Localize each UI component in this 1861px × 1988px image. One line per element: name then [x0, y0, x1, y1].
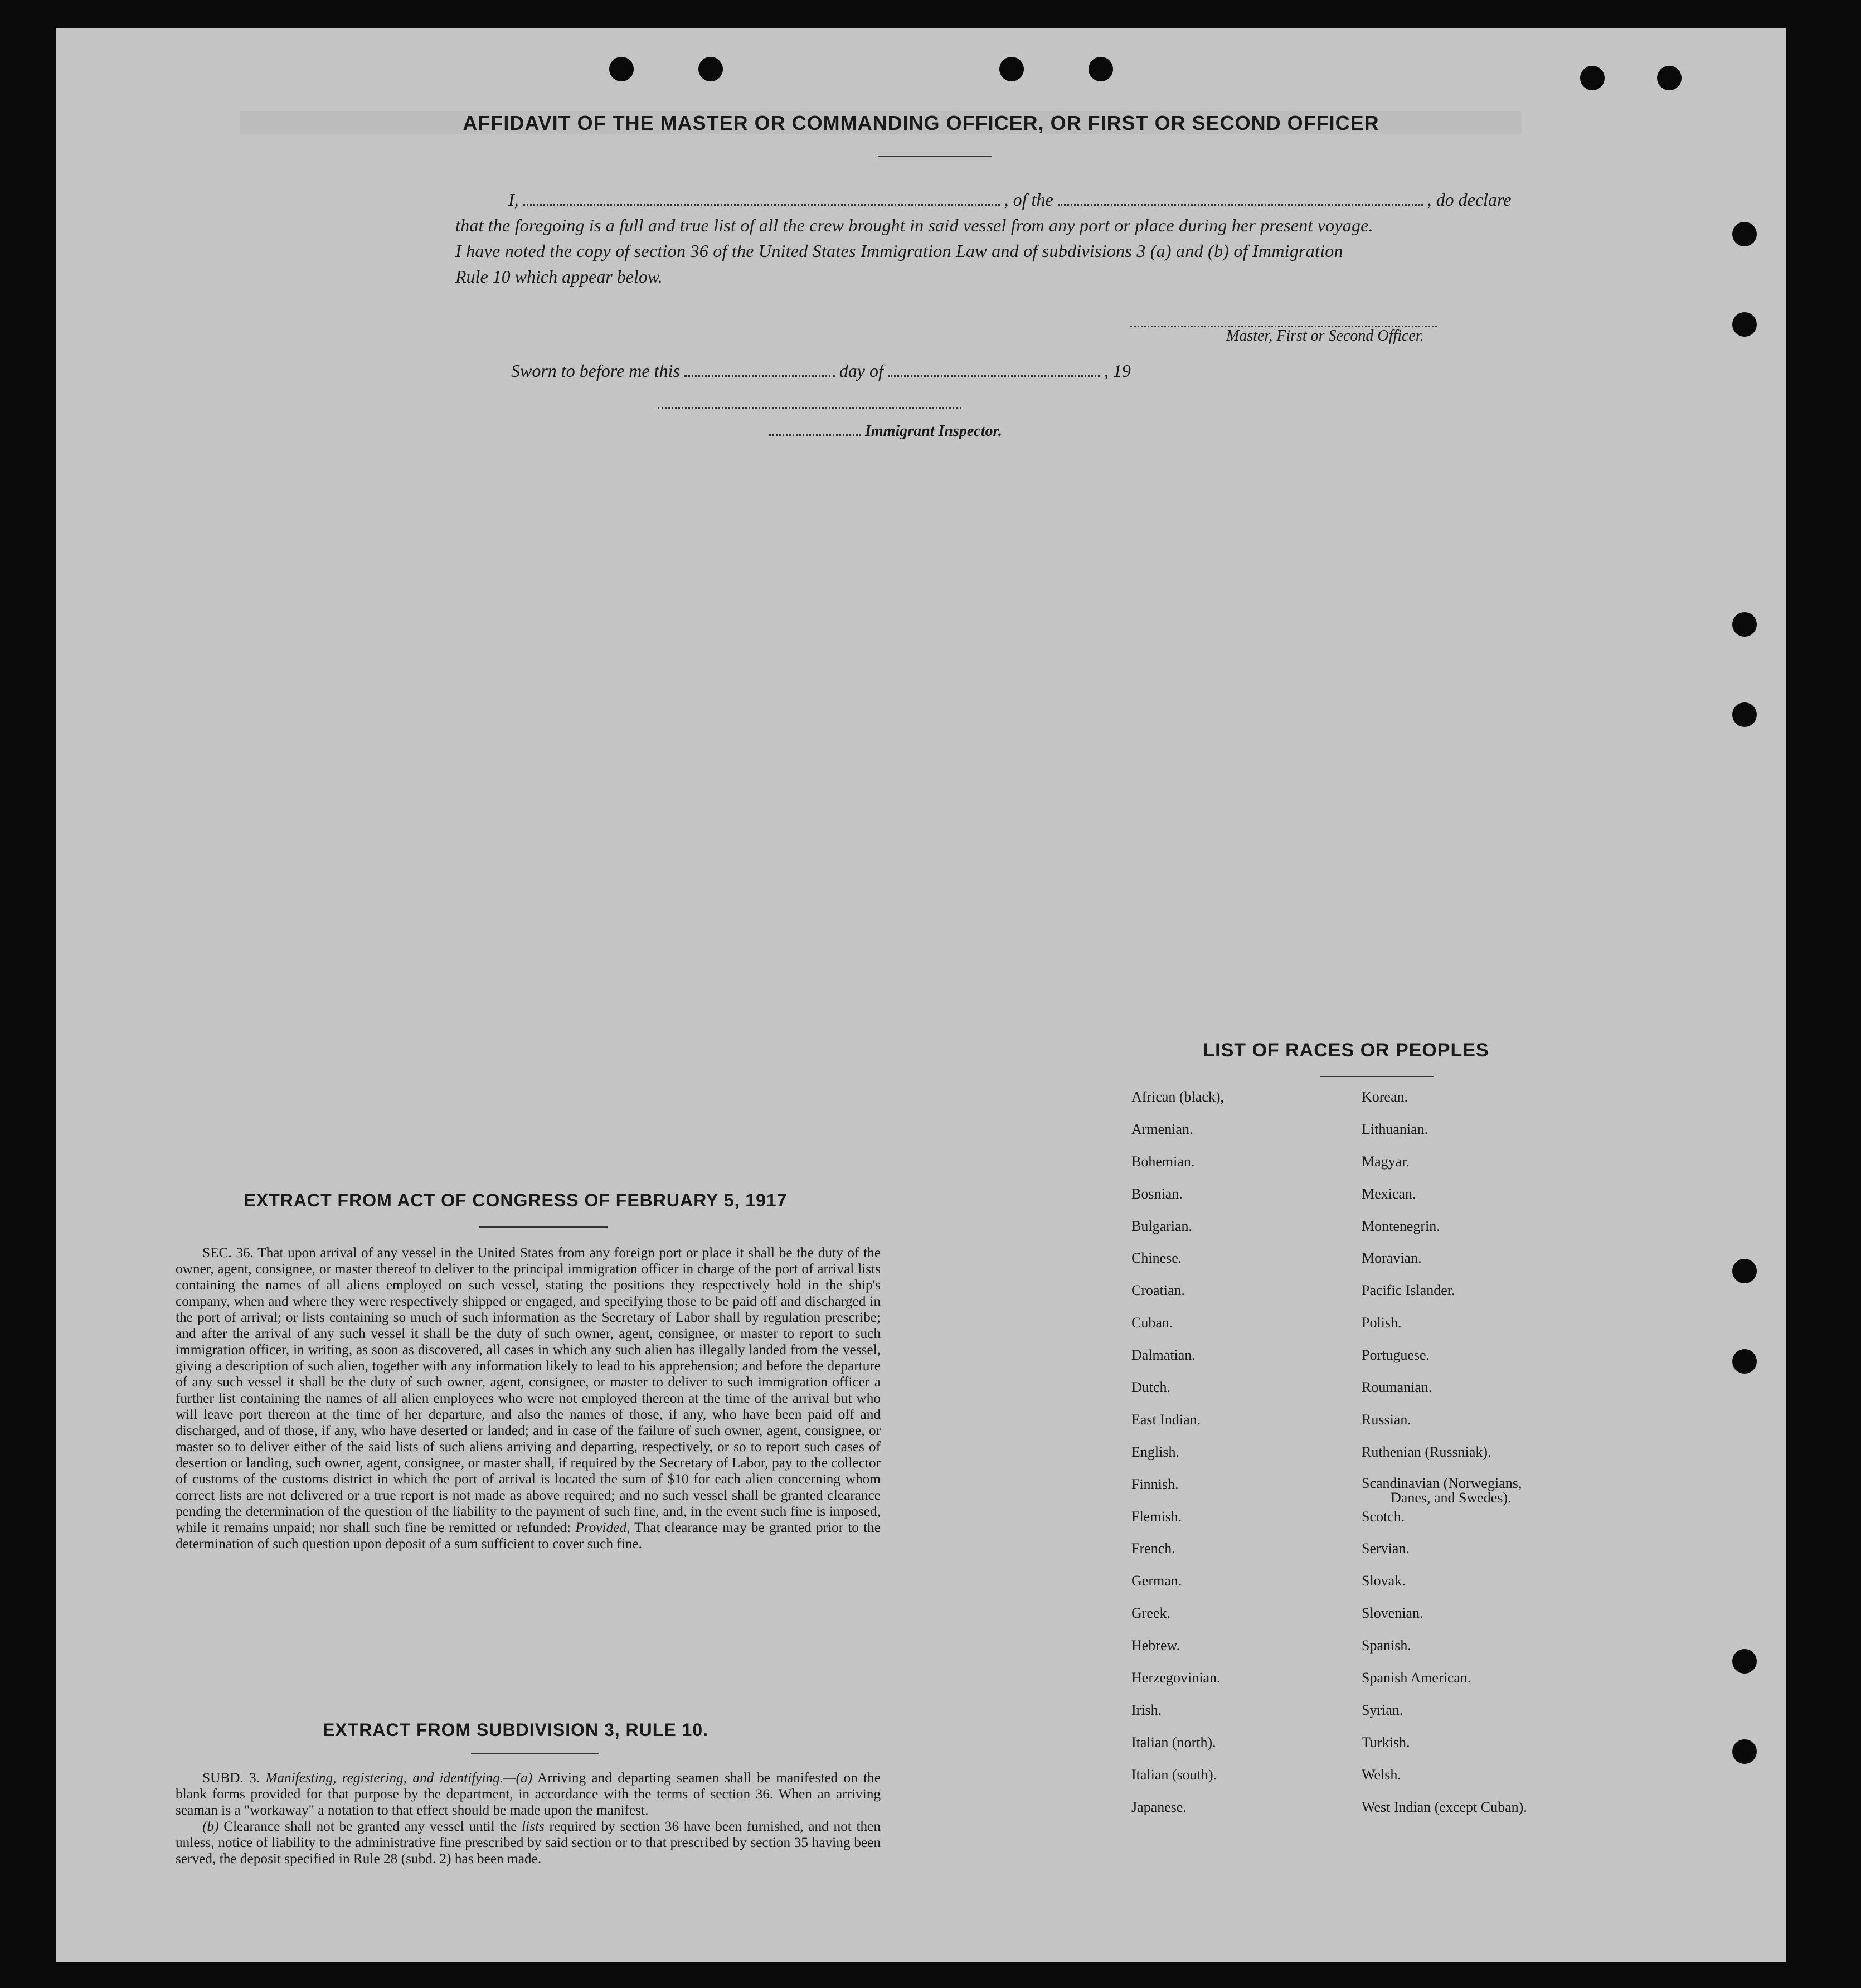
sworn-line: [455, 358, 1131, 384]
race-label: Slovenian.: [1362, 1605, 1423, 1622]
para-a-text: Arriving and departing seamen shall be manifested on the blank forms provided for that purpose by the department, in accordance with the terms of section 36. When an arriving seaman is a "workaway" a notation to that effect should be made upon the manifest.: [176, 1770, 881, 1818]
race-label: African (black),: [1131, 1089, 1225, 1105]
race-item: [1362, 1702, 1527, 1734]
act-extract-title: EXTRACT FROM ACT OF CONGRESS OF FEBRUARY 5, 1917: [244, 1190, 788, 1210]
i-label: I,: [508, 190, 519, 210]
race-label: Spanish American.: [1362, 1670, 1471, 1686]
race-label: Korean.: [1362, 1089, 1408, 1105]
race-label: Magyar.: [1362, 1153, 1410, 1170]
race-item: [1131, 1444, 1224, 1476]
race-label: Bulgarian.: [1131, 1218, 1193, 1234]
punch-hole: [1732, 312, 1757, 337]
of-the-label: , of the: [1004, 190, 1053, 210]
name-field[interactable]: [523, 202, 1000, 206]
punch-hole: [1732, 1739, 1757, 1764]
race-item: [1131, 1573, 1224, 1605]
race-item: [1131, 1089, 1224, 1121]
document-page: [56, 28, 1786, 1962]
punch-hole: [1089, 57, 1113, 81]
sec-body-part1: That upon arrival of any vessel in the United States from any foreign port or place it shall be the duty of the owner, agent, consignee, or master thereof to deliver to the principal immigration officer in charge of the port of arrival lists containing the names of all aliens employed on such vessel, stating the positions they respectively hold in the ship's company, when and where they were respectively shipped or engaged, and specifying those to be paid off and discharged in the port of arrival; or lists containing so much of such information as the Secretary of Labor shall by regulation prescribe; and after the arrival of any such vessel it shall be the duty of such owner, agent, consignee, or master to report to such immigration officer, in writing, as soon as discovered, all cases in which any such alien has illegally landed from the vessel, giving a description of such alien, together with any information likely to lead to his apprehension; and before the departure of any such vessel it shall be the duty of such owner, agent, consignee, or master to deliver to such immigration officer a further list containing the names of all alien employees who were not employed thereon at the time of the arrival but who will leave port thereon at the time of her departure, and also the names of those, if any, who have been paid off and discharged, and of those, if any, who have deserted or landed; and in case of the failure of such owner, agent, consignee, or master so to deliver either of the said lists of such aliens arriving and departing, respectively, or so to report such cases of desertion or landing, such owner, agent, consignee, or master shall, if required by the Secretary of Labor, pay to the collector of customs of the customs district in which the port of arrival is located the sum of $10 for each alien concerning whom correct lists are not delivered or a true report is not made as above required; and no such vessel shall be granted clearance pending the determination of the question of the liability to the payment of such fine, and, in the event such fine is imposed, while it remains unpaid; nor shall such fine be remitted or refunded:: [176, 1245, 881, 1535]
race-label: Scotch.: [1362, 1508, 1405, 1525]
race-item: [1131, 1412, 1224, 1444]
race-label: English.: [1131, 1443, 1179, 1460]
race-item: [1362, 1089, 1527, 1121]
race-label: Syrian.: [1362, 1701, 1403, 1718]
race-label: Servian.: [1362, 1540, 1410, 1557]
race-label: Finnish.: [1131, 1476, 1179, 1492]
race-label: Herzegovinian.: [1131, 1670, 1221, 1686]
sworn-label: Sworn to before me this: [511, 361, 680, 381]
race-label: Hebrew.: [1131, 1637, 1180, 1654]
race-item: [1131, 1347, 1224, 1379]
lists-word: lists: [522, 1819, 545, 1834]
race-item: [1131, 1670, 1224, 1702]
para-b-part2: required by section 36 have been furnished, and not then unless, notice of liability to the administrative fine prescribed by said section or to that prescribed by section 35 having been served, the deposit specified in Rule 28 (subd. 2) has been made.: [176, 1819, 881, 1866]
inspector-name-field[interactable]: [769, 432, 861, 436]
race-label: Welsh.: [1362, 1766, 1401, 1783]
race-item: [1362, 1121, 1527, 1153]
race-label: Bohemian.: [1131, 1153, 1195, 1170]
race-label: Polish.: [1362, 1315, 1402, 1331]
affidavit-body-line: Rule 10 which appear below.: [455, 266, 663, 287]
race-label: Portuguese.: [1362, 1347, 1430, 1364]
race-item: [1362, 1799, 1527, 1831]
punch-hole: [999, 57, 1024, 81]
punch-hole: [1732, 612, 1757, 637]
race-item: [1362, 1573, 1527, 1605]
race-item: [1131, 1121, 1224, 1153]
race-item: [1362, 1186, 1527, 1218]
race-label: Slovak.: [1362, 1573, 1406, 1589]
act-section-36: [176, 1245, 881, 1552]
race-item: [1131, 1186, 1224, 1218]
punch-hole: [698, 57, 723, 81]
sworn-day-field[interactable]: [684, 373, 835, 377]
rule-subdivision-3: [176, 1770, 881, 1867]
para-a-intro: —(a): [503, 1770, 533, 1786]
race-item: [1362, 1476, 1527, 1509]
race-label: Spanish.: [1362, 1637, 1411, 1654]
race-label: Bosnian.: [1131, 1185, 1183, 1202]
race-item: [1362, 1540, 1527, 1573]
subd-heading: Manifesting, registering, and identifying.: [265, 1770, 504, 1786]
race-label: Croatian.: [1131, 1282, 1185, 1299]
act-title-rule: [479, 1226, 608, 1228]
race-label: West Indian (except Cuban).: [1362, 1798, 1527, 1815]
para-b-label: (b): [202, 1819, 219, 1834]
race-label: East Indian.: [1131, 1411, 1201, 1428]
race-label: Scandinavian (Norwegians,: [1362, 1475, 1522, 1491]
race-item: [1131, 1218, 1224, 1250]
punch-hole: [1657, 66, 1682, 90]
day-of-label: day of: [839, 361, 883, 381]
sworn-month-field[interactable]: [888, 373, 1100, 377]
affidavit-body: [455, 212, 1531, 289]
race-item: [1362, 1153, 1527, 1186]
punch-hole: [609, 57, 634, 81]
race-item: [1362, 1315, 1527, 1347]
race-item: [1362, 1412, 1527, 1444]
punch-hole: [1732, 1649, 1757, 1674]
inspector-label: Immigrant Inspector.: [865, 423, 1002, 440]
race-item: [1131, 1509, 1224, 1541]
inspector-line: [769, 423, 1002, 440]
do-declare-label: , do declare: [1427, 190, 1512, 210]
race-label: Russian.: [1362, 1411, 1411, 1428]
race-item: [1131, 1476, 1224, 1509]
race-item: [1362, 1444, 1527, 1476]
race-item: [1362, 1250, 1527, 1282]
punch-hole: [1732, 702, 1757, 727]
race-label: Ruthenian (Russniak).: [1362, 1443, 1491, 1460]
race-item: [1362, 1605, 1527, 1637]
race-item: [1131, 1250, 1224, 1282]
race-item: [1131, 1540, 1224, 1573]
race-item: [1131, 1315, 1224, 1347]
race-item: [1362, 1282, 1527, 1315]
officer-signature-field[interactable]: [1130, 323, 1437, 327]
race-label: Italian (north).: [1131, 1734, 1216, 1751]
race-item: [1131, 1379, 1224, 1412]
race-label-continuation: Danes, and Swedes).: [1391, 1489, 1512, 1506]
race-label: Italian (south).: [1131, 1766, 1217, 1783]
race-item: [1131, 1153, 1224, 1186]
punch-hole: [1732, 1349, 1757, 1374]
race-item: [1362, 1218, 1527, 1250]
para-b-part1: Clearance shall not be granted any vessel until the: [223, 1819, 517, 1834]
rule-extract-title: EXTRACT FROM SUBDIVISION 3, RULE 10.: [322, 1720, 709, 1740]
race-item: [1362, 1509, 1527, 1541]
race-label: Flemish.: [1131, 1508, 1182, 1525]
year-label: , 19: [1104, 361, 1131, 381]
rule-title-rule: [471, 1753, 599, 1754]
affidavit-title: AFFIDAVIT OF THE MASTER OR COMMANDING OFFICER, OR FIRST OR SECOND OFFICER: [463, 111, 1379, 134]
race-item: [1362, 1379, 1527, 1412]
race-label: Dalmatian.: [1131, 1347, 1196, 1364]
sec-body-part2: That clearance may be granted prior to the determination of such question upon deposit of a sum sufficient to cover such fine.: [176, 1520, 881, 1551]
races-title-rule: [1320, 1076, 1434, 1077]
race-label: German.: [1131, 1573, 1182, 1589]
race-label: Irish.: [1131, 1701, 1162, 1718]
race-item: [1362, 1734, 1527, 1767]
punch-hole: [1732, 1259, 1757, 1283]
race-label: Dutch.: [1131, 1379, 1171, 1396]
provided-label: Provided,: [575, 1520, 630, 1535]
race-item: [1362, 1767, 1527, 1799]
race-item: [1131, 1799, 1224, 1831]
race-label: Roumanian.: [1362, 1379, 1432, 1396]
race-label: Moravian.: [1362, 1250, 1422, 1267]
race-item: [1362, 1670, 1527, 1702]
race-label: Mexican.: [1362, 1185, 1416, 1202]
races-title: LIST OF RACES OR PEOPLES: [1203, 1040, 1489, 1061]
races-right-column: [1362, 1089, 1527, 1831]
subd-label: SUBD. 3.: [202, 1770, 260, 1786]
race-label: Pacific Islander.: [1362, 1282, 1455, 1299]
race-label: Turkish.: [1362, 1734, 1410, 1751]
race-label: Lithuanian.: [1362, 1121, 1428, 1137]
ship-name-field[interactable]: [1058, 202, 1423, 206]
race-item: [1131, 1282, 1224, 1315]
affidavit-body-line: I have noted the copy of section 36 of the United States Immigration Law and of subdivisions 3 (a) and (b) of Immigration: [455, 241, 1343, 261]
race-item: [1362, 1347, 1527, 1379]
race-label: Cuban.: [1131, 1315, 1173, 1331]
punch-hole: [1580, 66, 1605, 90]
race-label: Montenegrin.: [1362, 1218, 1440, 1234]
race-item: [1131, 1734, 1224, 1767]
race-label: Japanese.: [1131, 1798, 1187, 1815]
race-label: Armenian.: [1131, 1121, 1193, 1137]
sec-label: SEC. 36.: [202, 1245, 254, 1260]
race-label: French.: [1131, 1540, 1175, 1557]
punch-hole: [1732, 222, 1757, 246]
race-item: [1362, 1637, 1527, 1670]
race-item: [1131, 1637, 1224, 1670]
races-left-column: [1131, 1089, 1224, 1831]
affidavit-body-line: that the foregoing is a full and true list of all the crew brought in said vessel from any port or place during her present voyage.: [455, 215, 1373, 235]
race-label: Chinese.: [1131, 1250, 1182, 1267]
race-item: [1131, 1702, 1224, 1734]
race-label: Greek.: [1131, 1605, 1171, 1622]
race-item: [1131, 1605, 1224, 1637]
signature-label: Master, First or Second Officer.: [1226, 327, 1424, 345]
inspector-signature-field[interactable]: [658, 405, 961, 409]
title-rule: [878, 156, 992, 157]
declaration-line: [455, 187, 1531, 212]
race-item: [1131, 1767, 1224, 1799]
